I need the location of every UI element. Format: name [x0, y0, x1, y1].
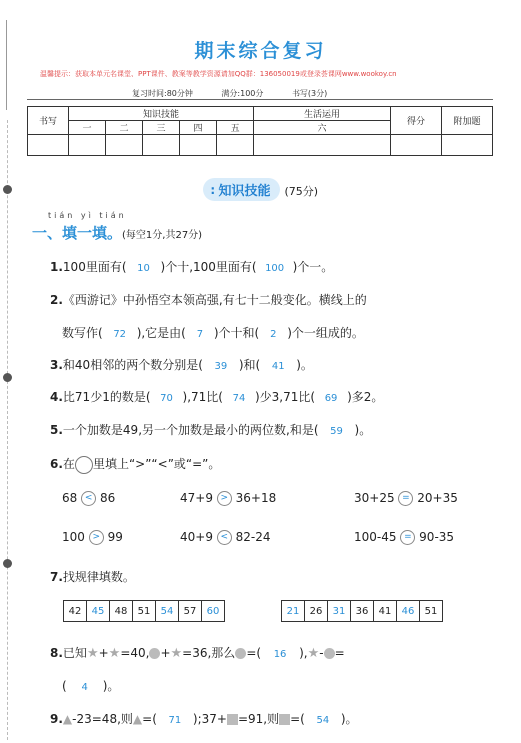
q-number: 3.	[50, 358, 63, 372]
q-text: (	[62, 679, 67, 693]
triangle-icon: ▲	[62, 712, 73, 726]
compare-item	[354, 530, 454, 545]
score-col-knowledge: 知识技能	[69, 107, 254, 121]
answer-blank[interactable]: 2	[270, 329, 277, 340]
score-sub-1: 一	[69, 121, 106, 135]
answer-blank[interactable]: 41	[271, 361, 285, 372]
answer-blank[interactable]: 54	[316, 715, 330, 726]
compare-left: 100-45	[354, 530, 397, 544]
q-number: 1.	[50, 260, 63, 274]
q-text: =(	[246, 646, 262, 660]
score-cell[interactable]	[143, 135, 180, 156]
compare-right: 86	[99, 491, 116, 505]
triangle-icon: ▲	[132, 712, 143, 726]
circle-icon	[235, 648, 246, 659]
answer-blank[interactable]: 4	[81, 682, 88, 693]
question-8-line2	[62, 677, 119, 694]
q-text: )。	[102, 679, 120, 693]
star-icon: ★	[307, 646, 320, 661]
score-sub-2: 二	[106, 121, 143, 135]
section-pill	[203, 178, 281, 201]
answer-blank[interactable]: 100	[265, 263, 285, 274]
seq-answer[interactable]: 60	[202, 601, 225, 622]
score-cell[interactable]	[180, 135, 217, 156]
star-icon: ★	[170, 646, 183, 661]
answer-blank[interactable]: 7	[196, 329, 204, 340]
question-2	[50, 291, 367, 308]
q-text: ),	[299, 646, 308, 660]
q-text: 里填上“>”“<”或“=”。	[92, 457, 221, 471]
question-2-line2	[62, 324, 364, 341]
square-icon	[227, 714, 238, 725]
compare-right: 20+35	[417, 491, 458, 505]
q-text: 一个加数是49,另一个加数是最小的两位数,和是(	[62, 423, 319, 437]
question-1	[50, 258, 333, 275]
seq-answer[interactable]: 45	[87, 601, 110, 622]
compare-item	[354, 491, 458, 506]
q-text: 和40相邻的两个数分别是(	[62, 358, 203, 372]
compare-item	[180, 491, 276, 506]
q-number: 8.	[50, 646, 63, 660]
compare-answer[interactable]: >	[89, 530, 104, 545]
question-4	[50, 388, 383, 405]
q-text: )。	[296, 358, 313, 372]
q-text: 数写作(	[62, 326, 103, 340]
score-sub-3: 三	[143, 121, 180, 135]
compare-left: 68	[62, 491, 78, 505]
circle-icon	[149, 648, 160, 659]
header-rule	[27, 99, 493, 100]
seq-answer[interactable]: 46	[397, 601, 420, 622]
star-icon: ★	[86, 646, 99, 661]
part1-pinyin: tián yì tián	[48, 211, 127, 220]
seq-answer[interactable]: 54	[156, 601, 179, 622]
part1-note: (每空1分,共27分)	[122, 230, 203, 241]
answer-blank[interactable]: 74	[232, 393, 246, 404]
q-text: )个一。	[292, 260, 334, 274]
question-7	[50, 568, 135, 585]
seq-cell: 48	[110, 601, 133, 622]
exam-time: 复习时间:80分钟	[132, 89, 193, 98]
binding-line	[7, 120, 8, 740]
compare-answer[interactable]: <	[217, 530, 232, 545]
seq-answer[interactable]: 31	[328, 601, 351, 622]
section-heading	[0, 178, 521, 201]
q-text: 《西游记》中孙悟空本领高强,有七十二般变化。横线上的	[62, 293, 367, 307]
q-text: )个一组成的。	[287, 326, 364, 340]
part1-title: 一、填一填。	[32, 224, 123, 242]
compare-answer[interactable]: <	[81, 491, 96, 506]
q-text: 找规律填数。	[62, 570, 135, 584]
question-5	[50, 421, 371, 438]
q-text: =	[334, 646, 345, 660]
answer-blank[interactable]: 70	[160, 393, 173, 404]
sequence-table-2	[281, 600, 443, 622]
q-text: )和(	[238, 358, 261, 372]
compare-item	[62, 530, 123, 545]
seq-cell: 51	[133, 601, 156, 622]
q-text: 比71少1的数是(	[62, 390, 151, 404]
answer-blank[interactable]: 10	[137, 263, 150, 274]
score-cell[interactable]	[254, 135, 391, 156]
q-text: +	[98, 646, 109, 660]
q-text: =(	[142, 712, 157, 726]
compare-item	[62, 491, 115, 506]
q-text: )个十和(	[213, 326, 260, 340]
compare-left: 47+9	[180, 491, 213, 505]
score-col-score: 得分	[391, 107, 442, 135]
q-text: -	[319, 646, 324, 660]
exam-full-score: 满分:100分	[221, 89, 264, 98]
q-number: 7.	[50, 570, 63, 584]
compare-right: 90-35	[419, 530, 455, 544]
q-text: 已知	[62, 646, 87, 660]
compare-left: 40+9	[180, 530, 213, 544]
seq-cell: 26	[305, 601, 328, 622]
score-col-writing: 书写	[28, 107, 69, 135]
q-text: =(	[290, 712, 305, 726]
q-text: ),71比(	[182, 390, 223, 404]
circle-icon	[324, 648, 335, 659]
score-sub-5: 五	[217, 121, 254, 135]
q-text: )少3,71比(	[254, 390, 316, 404]
seq-cell: 57	[179, 601, 202, 622]
binding-edge	[0, 20, 7, 110]
q-number: 9.	[50, 712, 63, 726]
compare-right: 99	[107, 530, 123, 544]
score-cell[interactable]	[106, 135, 143, 156]
section-title: 知识技能	[218, 184, 271, 199]
section-score: (75分)	[284, 185, 319, 198]
star-icon: ★	[108, 646, 121, 661]
sequence-table-1	[63, 600, 225, 622]
binding-hole	[3, 559, 12, 568]
q-text: -23=48,则	[72, 712, 133, 726]
q-text: )个十,100里面有(	[160, 260, 257, 274]
score-cell[interactable]	[391, 135, 442, 156]
answer-blank[interactable]: 16	[273, 649, 287, 660]
q-number: 4.	[50, 390, 63, 404]
score-col-bonus: 附加题	[442, 107, 493, 135]
q-number: 2.	[50, 293, 63, 307]
seq-answer[interactable]: 21	[282, 601, 305, 622]
seq-cell: 42	[64, 601, 87, 622]
compare-answer[interactable]: =	[400, 530, 415, 545]
score-cell[interactable]	[28, 135, 69, 156]
q-text: =36,那么	[182, 646, 236, 660]
score-sub-6: 六	[254, 121, 391, 135]
question-9	[50, 710, 358, 727]
exam-meta	[132, 88, 353, 99]
q-text: 在	[62, 457, 75, 471]
q-text: =40,	[120, 646, 150, 660]
page-title: 期末综合复习	[194, 40, 327, 62]
q-number: 5.	[50, 423, 63, 437]
promo-tip: 温馨提示：获取本单元名课堂、PPT课件、教案等教学资源请加QQ群：136050019或登录荟课网www.wookoy.cn	[40, 70, 397, 78]
question-3	[50, 356, 313, 373]
square-icon	[279, 714, 290, 725]
answer-blank[interactable]: 71	[168, 715, 182, 726]
q-text: 100里面有(	[62, 260, 127, 274]
score-table	[27, 106, 493, 156]
compare-answer[interactable]: =	[398, 491, 413, 506]
answer-blank[interactable]: 69	[324, 393, 338, 404]
answer-blank[interactable]: 72	[113, 329, 127, 340]
question-6	[50, 455, 220, 474]
compare-circle-icon	[75, 456, 93, 474]
compare-right: 36+18	[235, 491, 277, 505]
q-text: )。	[354, 423, 372, 437]
seq-cell: 36	[351, 601, 374, 622]
compare-left: 30+25	[354, 491, 395, 505]
answer-blank[interactable]: 39	[214, 361, 228, 372]
binding-hole	[3, 373, 12, 382]
part1-heading	[32, 222, 202, 243]
q-text: ),它是由(	[136, 326, 186, 340]
q-number: 6.	[50, 457, 63, 471]
compare-right: 82-24	[235, 530, 271, 544]
dots-icon: ∶	[210, 184, 215, 198]
compare-answer[interactable]: >	[217, 491, 232, 506]
compare-left: 100	[62, 530, 85, 544]
seq-cell: 51	[420, 601, 443, 622]
score-sub-4: 四	[180, 121, 217, 135]
q-text: +	[160, 646, 171, 660]
answer-blank[interactable]: 59	[330, 426, 343, 437]
q-text: =91,则	[237, 712, 280, 726]
score-cell[interactable]	[69, 135, 106, 156]
q-text: );37+	[192, 712, 227, 726]
compare-item	[180, 530, 271, 545]
score-cell[interactable]	[442, 135, 493, 156]
exam-handwriting: 书写(3分)	[291, 89, 328, 98]
score-col-life: 生活运用	[254, 107, 391, 121]
q-text: )多2。	[347, 390, 384, 404]
score-cell[interactable]	[217, 135, 254, 156]
q-text: )。	[340, 712, 358, 726]
question-8	[50, 644, 345, 661]
seq-cell: 41	[374, 601, 397, 622]
